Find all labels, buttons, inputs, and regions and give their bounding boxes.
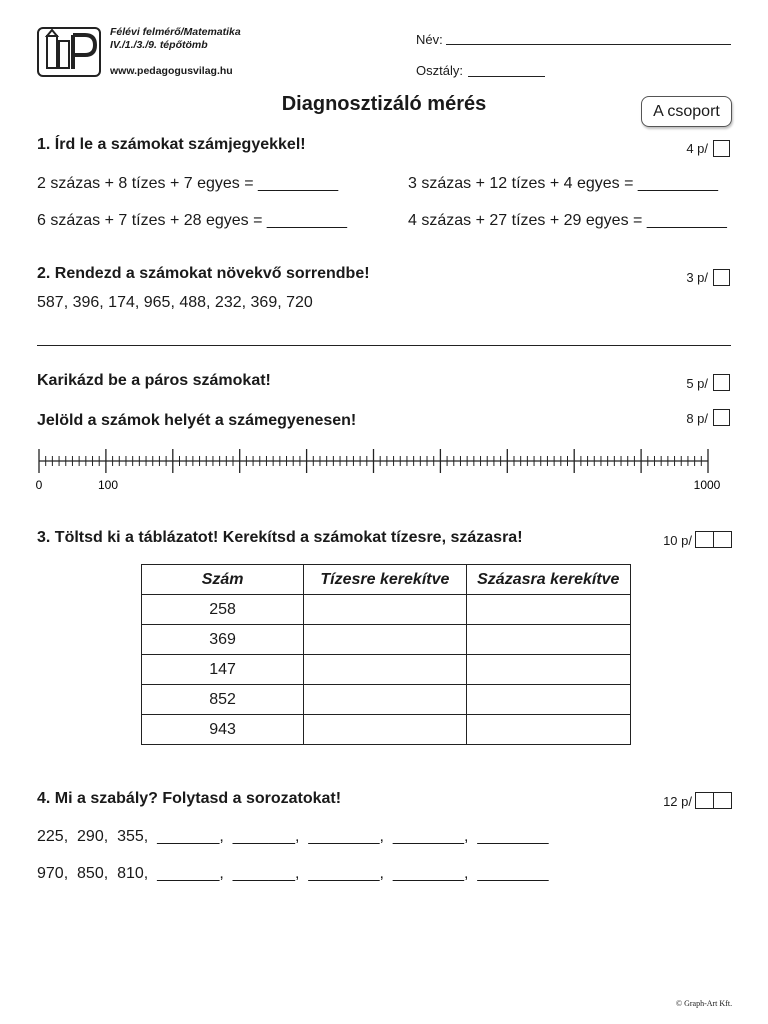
task1-item-2: 3 százas + 12 tízes + 4 egyes = _________ [408,175,718,192]
hundreds-answer-cell[interactable] [466,715,630,745]
task2-heading: 2. Rendezd a számokat növekvő sorrendbe! [37,265,370,282]
number-cell: 943 [142,715,304,745]
numberline-heading: Jelöld a számok helyét a számegyenesen! [37,412,357,429]
number-line-label-100: 100 [97,478,119,492]
class-field[interactable] [468,76,545,77]
series-line: Félévi felmérő/Matematika [110,26,241,38]
class-label: Osztály: [416,63,463,78]
name-label: Név: [416,32,443,47]
hundreds-answer-cell[interactable] [466,625,630,655]
task1-item-4: 4 százas + 27 tízes + 29 egyes = _________ [408,212,727,229]
circle-even-score-box[interactable] [713,374,730,391]
page-title: Diagnosztizáló mérés [281,93,487,115]
task4-heading: 4. Mi a szabály? Folytasd a sorozatokat! [37,790,342,807]
copyright: © Graph-Art Kft. [676,999,733,1008]
task1-item-3: 6 százas + 7 tízes + 28 egyes = _________ [37,212,347,229]
task4-points: 12 p/ [663,794,692,809]
table-row [142,595,631,625]
table-row [142,685,631,715]
table-row [142,655,631,685]
rounding-table [141,564,631,745]
task1-heading: 1. Írd le a számokat számjegyekkel! [37,136,306,153]
task1-score-box[interactable] [713,140,730,157]
task4-score-box-2[interactable] [713,792,732,809]
number-line-label-0: 0 [35,478,43,492]
tens-answer-cell[interactable] [304,595,466,625]
column-header-hundreds: Százasra kerekítve [466,565,630,595]
code-line: IV./1./3./9. tépőtömb [110,39,208,51]
number-cell: 369 [142,625,304,655]
task1-points: 4 p/ [686,141,708,156]
hundreds-answer-cell[interactable] [466,655,630,685]
numberline-points: 8 p/ [686,411,708,426]
name-field[interactable] [446,44,731,45]
numberline-score-box[interactable] [713,409,730,426]
tens-answer-cell[interactable] [304,625,466,655]
number-cell: 147 [142,655,304,685]
group-badge: A csoport [641,96,732,127]
number-line[interactable] [0,440,768,500]
website-url: www.pedagogusvilag.hu [110,65,233,77]
answer-line[interactable] [37,345,731,346]
tens-answer-cell[interactable] [304,655,466,685]
task4-score-box-1[interactable] [695,792,714,809]
task3-score-box-2[interactable] [713,531,732,548]
sequence-2: 970, 850, 810, _______, _______, ________, ________, ________ [37,865,549,882]
circle-even-heading: Karikázd be a páros számokat! [37,372,271,389]
circle-even-points: 5 p/ [686,376,708,391]
table-row [142,715,631,745]
number-cell: 852 [142,685,304,715]
task2-score-box[interactable] [713,269,730,286]
number-list: 587, 396, 174, 965, 488, 232, 369, 720 [37,294,313,311]
tens-answer-cell[interactable] [304,715,466,745]
hundreds-answer-cell[interactable] [466,595,630,625]
task2-points: 3 p/ [686,270,708,285]
sequence-1: 225, 290, 355, _______, _______, ________, ________, ________ [37,828,549,845]
task3-points: 10 p/ [663,533,692,548]
number-line-label-1000: 1000 [693,478,721,492]
task3-heading: 3. Töltsd ki a táblázatot! Kerekítsd a számokat tízesre, százasra! [37,529,523,546]
task3-score-box-1[interactable] [695,531,714,548]
number-cell: 258 [142,595,304,625]
table-row [142,625,631,655]
pencil-logo-icon [39,29,99,75]
tens-answer-cell[interactable] [304,685,466,715]
task1-item-1: 2 százas + 8 tízes + 7 egyes = _________ [37,175,339,192]
column-header-tens: Tízesre kerekítve [304,565,466,595]
hundreds-answer-cell[interactable] [466,685,630,715]
column-header-number: Szám [142,565,304,595]
publisher-logo [37,27,101,77]
